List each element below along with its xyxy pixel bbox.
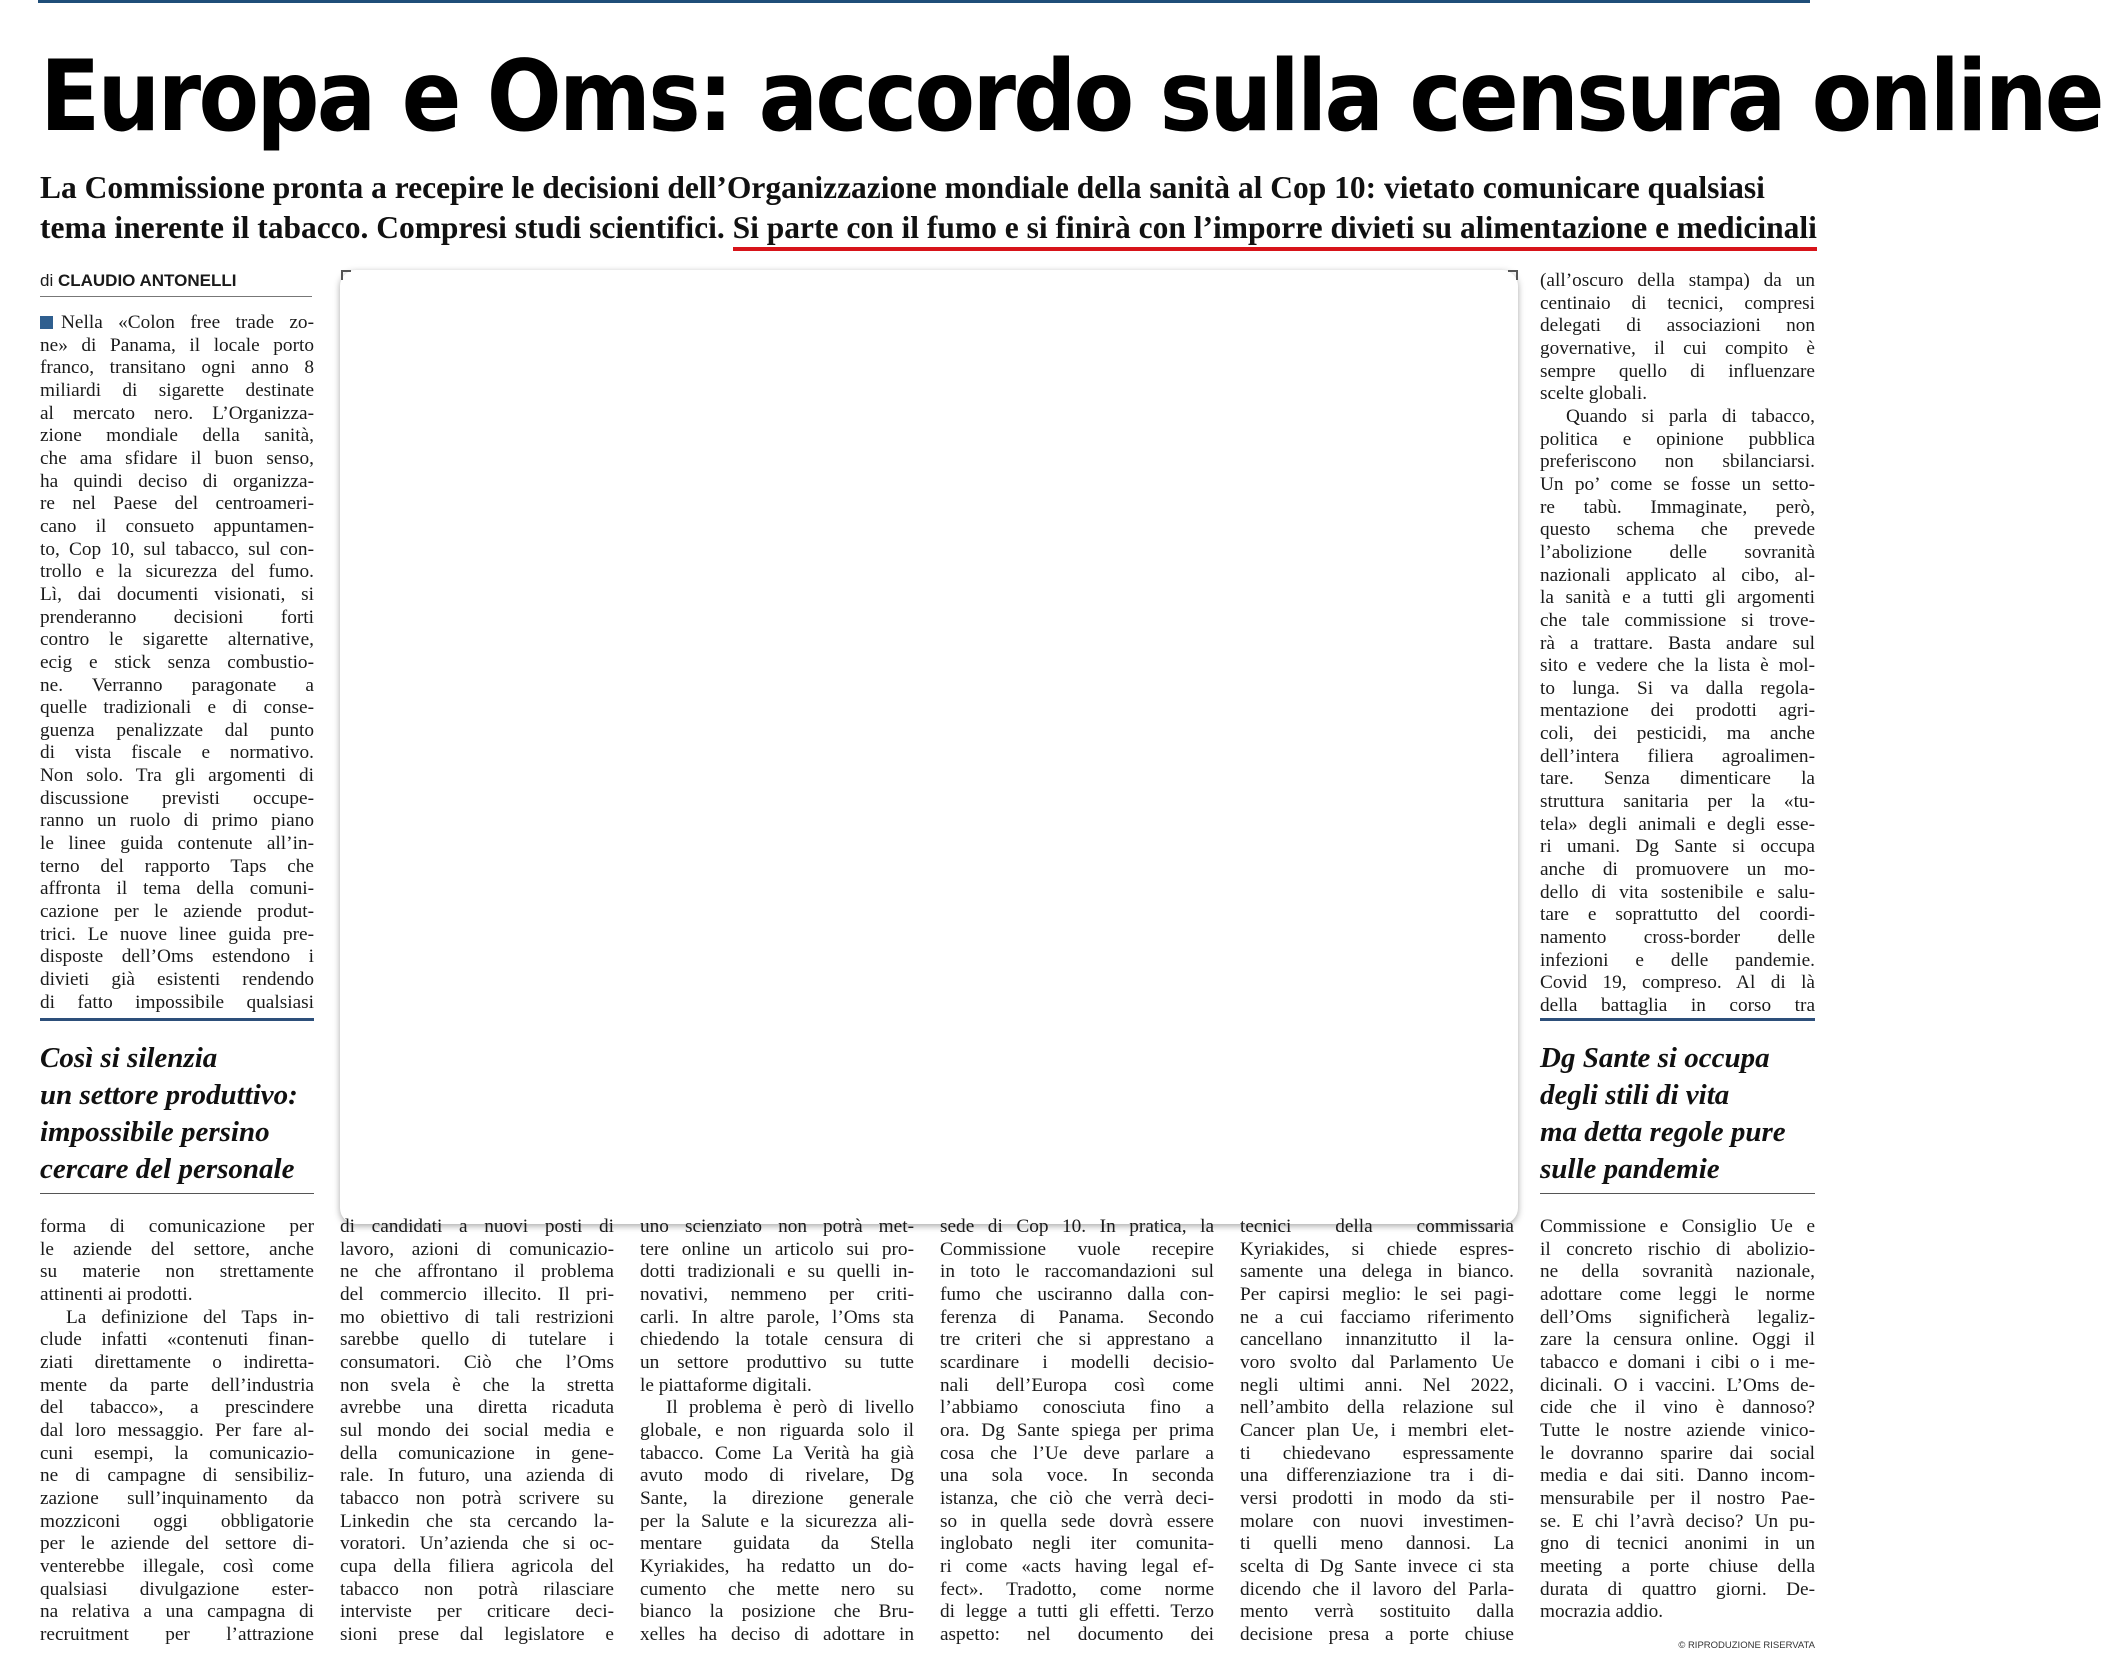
text-line: le piattaforme digitali. [640,1374,812,1396]
subhead-line-2-start: tema inerente il tabacco. Compresi studi scientifici. [40,210,725,245]
text-line: globale, e non riguarda solo il [640,1419,914,1441]
text-line: inglobato negli iter comunita- [940,1533,1214,1555]
column-1-top [40,312,314,1014]
pullquote-line: degli stili di vita [1540,1079,1730,1111]
text-line: Un po’ come se fosse un setto- [1540,473,1815,495]
text-line: tela» degli animali e degli esse- [1540,813,1815,835]
text-line: cano il consueto appuntamen- [40,515,314,537]
pullquote-right-rule-top [1540,1018,1815,1021]
text-line: disposte dell’Oms estendono i [40,946,314,968]
text-line: cosa che l’Ue deve parlare a [940,1442,1214,1464]
text-line: istanza, che ciò che verrà deci- [940,1487,1214,1509]
text-line: tabacco non potrà rilasciare [340,1578,614,1600]
text-line: tecnici della commissaria [1240,1216,1514,1237]
text-line: tare. Senza dimenticare la [1540,768,1815,790]
text-line: negli ultimi anni. Nel 2022, [1240,1374,1514,1396]
text-line: attinenti ai prodotti. [40,1283,193,1305]
text-line: della battaglia in corso tra [1540,995,1815,1016]
text-line: coli, dei pesticidi, ma anche [1540,723,1815,745]
text-line: consumatori. Ciò che l’Oms [340,1351,614,1373]
column-2 [340,1216,614,1646]
text-line: dello di vita sostenibile e salu- [1540,881,1815,903]
text-line: Tutte le nostre aziende vinico- [1540,1419,1815,1441]
pullquote-line: ma detta regole pure [1540,1116,1786,1148]
text-line: di legge a tutti gli effetti. Terzo [940,1601,1214,1623]
text-line: dotti tradizionali e su quelli in- [640,1261,914,1283]
text-line: dal loro messaggio. Per fare al- [40,1419,314,1441]
text-line: l’abbiamo conosciuta fino a [940,1397,1214,1419]
pullquote-line: impossibile persino [40,1116,270,1148]
text-line: di candidati a nuovi posti di [340,1216,614,1237]
text-line: infezioni e delle pandemie. [1540,949,1815,971]
text-line: politica e opinione pubblica [1540,428,1815,450]
text-line: tere online un articolo sui pro- [640,1238,914,1260]
text-line: venterebbe illegale, così come [40,1555,314,1577]
text-line: mento verrà sostituito dalla [1240,1601,1514,1623]
text-line: della comunicazione in gene- [340,1442,614,1464]
text-line: per le aziende del settore di- [40,1533,314,1555]
text-line: sioni prese dal legislatore e [340,1623,614,1645]
text-line: dell’Oms significherà legaliz- [1540,1306,1815,1328]
column-1-bottom [40,1216,314,1646]
text-line: tabacco. Come La Verità ha già [640,1442,914,1464]
text-line: centinaio di tecnici, compresi [1540,292,1815,314]
text-line: to lunga. Si va dalla regola- [1540,677,1815,699]
image-corner-mark-left [341,270,351,280]
text-line: le linee guida contenute all’in- [40,833,314,855]
text-line: Sante, la direzione generale [640,1487,914,1509]
text-line: Quando si parla di tabacco, [1566,405,1815,427]
text-line: cuni esempi, la comunicazio- [40,1442,314,1464]
text-line: clude infatti «contenuti finan- [40,1329,314,1351]
text-line: durata di quattro giorni. De- [1540,1578,1815,1600]
text-line: ecig e stick senza combustio- [40,651,314,673]
text-line: cumento che mette nero su [640,1578,914,1600]
text-line: il concreto rischio di abolizio- [1540,1238,1815,1260]
text-line: l’abolizione delle sovranità [1540,541,1815,563]
text-line: non svela è che la stretta [340,1374,614,1396]
text-line: ne della sovranità nazionale, [1540,1261,1815,1283]
pullquote-right-rule-bottom [1540,1193,1815,1194]
text-line: tre criteri che si apprestano a [940,1329,1214,1351]
text-line: quelle tradizionali e di conse- [40,697,314,719]
text-line: (all’oscuro della stampa) da un [1540,270,1815,291]
text-line: sarebbe quello di tutelare i [340,1329,614,1351]
text-line: media e dai siti. Danno incom- [1540,1465,1815,1487]
pullquote-left [40,1040,330,1188]
copyright-notice: © RIPRODUZIONE RISERVATA [1678,1640,1815,1651]
text-line: mo obiettivo di tali restrizioni [340,1306,614,1328]
text-line: zare la censura online. Oggi il [1540,1329,1815,1351]
text-line: chiedendo la totale censura di [640,1329,914,1351]
text-line: governative, il cui compito è [1540,337,1815,359]
text-line: ti quelli meno dannosi. La [1240,1533,1514,1555]
text-line: nali dell’Europa così come [940,1374,1214,1396]
text-line: ne» di Panama, il locale porto [40,334,314,356]
text-line: trollo e la sicurezza del fumo. [40,561,314,583]
text-line: samente una delega in bianco. [1240,1261,1514,1283]
text-line: prenderanno decisioni forti [40,606,314,628]
text-line: contro le sigarette alternative, [40,629,314,651]
pullquote-right [1540,1040,1830,1188]
text-line: uno scienziato non potrà met- [640,1216,914,1237]
text-line: mentazione dei prodotti agri- [1540,700,1815,722]
text-line: ha quindi deciso di organizza- [40,470,314,492]
text-line: nazionali applicato al cibo, al- [1540,564,1815,586]
text-line: divieti già esistenti rendendo [40,969,314,991]
text-line: terno del rapporto Taps che [40,855,314,877]
text-line: voratori. Un’azienda che si oc- [340,1533,614,1555]
byline-prefix: di [40,271,54,290]
text-line: ri umani. Dg Sante si occupa [1540,836,1815,858]
text-line: Il problema è però di livello [666,1397,914,1419]
text-line: bianco la posizione che Bru- [640,1601,914,1623]
text-line: affronta il tema della comuni- [40,878,314,900]
text-line: dicinali. O i vaccini. L’Oms de- [1540,1374,1815,1396]
pullquote-left-rule-bottom [40,1193,314,1194]
text-line: scelta di Dg Sante invece ci sta [1240,1555,1514,1577]
text-line: guenza penalizzate dal punto [40,719,314,741]
subhead-line-2 [40,208,1815,248]
text-line: rà a trattare. Basta andare sul [1540,632,1815,654]
text-line: gno di tecnici anonimi in un [1540,1533,1815,1555]
text-line: novativi, nemmeno per criti- [640,1283,914,1305]
text-line: so in quella sede dovrà essere [940,1510,1214,1532]
pullquote-left-rule-top [40,1018,314,1021]
text-line: ri come «acts having legal ef- [940,1555,1214,1577]
text-line: re tabù. Immaginate, però, [1540,496,1815,518]
text-line: meeting a porte chiuse della [1540,1555,1815,1577]
text-line: sul mondo dei social media e [340,1419,614,1441]
text-line: Non solo. Tra gli argomenti di [40,765,314,787]
text-line: che tale commissione si trove- [1540,609,1815,631]
text-line: cupa della filiera agricola del [340,1555,614,1577]
byline-author: CLAUDIO ANTONELLI [57,271,237,290]
text-line: mente da parte dell’industria [40,1374,314,1396]
text-line: su materie non strettamente [40,1261,314,1283]
column-6-top [1540,270,1815,1018]
column-6-bottom [1540,1216,1815,1624]
text-line: Kyriakides, ha redatto un do- [640,1555,914,1577]
text-line: ora. Dg Sante spiega per prima [940,1419,1214,1441]
text-line: che ama sfidare il buon senso, [40,447,314,469]
text-line: ne che affrontano il problema [340,1261,614,1283]
text-line: tabacco e domani i cibi o i me- [1540,1351,1815,1373]
text-line: Kyriakides, si chiede espres- [1240,1238,1514,1260]
text-line: lavoro, azioni di comunicazio- [340,1238,614,1260]
text-line: zazione sull’inquinamento da [40,1487,314,1509]
text-line: ne. Verranno paragonate a [40,674,314,696]
text-line: discussione previsti occupe- [40,787,314,809]
text-line: miliardi di sigarette destinate [40,379,314,401]
text-line: decisione presa a porte chiuse [1240,1623,1514,1645]
text-line: trici. Le nuove linee guida pre- [40,923,314,945]
text-line: del commercio illecito. Il pri- [340,1283,614,1305]
text-line: re nel Paese del centroameri- [40,493,314,515]
text-line: le aziende del settore, anche [40,1238,314,1260]
text-line: ferenza di Panama. Secondo [940,1306,1214,1328]
pullquote-line: Dg Sante si occupa [1540,1042,1770,1074]
text-line: tare e soprattutto del coordi- [1540,904,1815,926]
text-line: le dovranno sparire dai social [1540,1442,1815,1464]
text-line: anche di promuovere un mo- [1540,859,1815,881]
text-line: voro svolto dal Parlamento Ue [1240,1351,1514,1373]
headline: Europa e Oms: accordo sulla censura online [40,40,2102,154]
text-line: del tabacco», a prescindere [40,1397,314,1419]
text-line: cide che il vino è dannoso? [1540,1397,1815,1419]
text-line: ranno un ruolo di primo piano [40,810,314,832]
text-line: dell’intera filiera agroalimen- [1540,745,1815,767]
text-line: avuto modo di rivelare, Dg [640,1465,914,1487]
text-line: fumo che usciranno dalla con- [940,1283,1214,1305]
text-line: per la Salute e la sicurezza ali- [640,1510,914,1532]
pullquote-line: cercare del personale [40,1153,295,1185]
subhead-underlined-text: Si parte con il fumo e si finirà con l’imporre divieti su alimentazione e medicinali [733,210,1817,251]
text-line: una sola voce. In seconda [940,1465,1214,1487]
text-line: Linkedin che sta cercando la- [340,1510,614,1532]
subhead-line-1: La Commissione pronta a recepire le decisioni dell’Organizzazione mondiale della sanità al Cop 10: vietato comunicare qualsiasi [40,170,1765,205]
top-rule [38,0,1810,3]
text-line: recruitment per l’attrazione [40,1623,314,1645]
text-line: sito e vedere che la lista è mol- [1540,655,1815,677]
text-line: delegati di associazioni non [1540,315,1815,337]
text-line: interviste per criticare deci- [340,1601,614,1623]
column-4 [940,1216,1214,1646]
text-line: La definizione del Taps in- [66,1306,314,1328]
text-line: scardinare i modelli decisio- [940,1351,1214,1373]
text-line: preferiscono non sbilanciarsi. [1540,451,1815,473]
text-line: Lì, dai documenti visionati, si [40,583,314,605]
text-line: questo schema che prevede [1540,519,1815,541]
text-line: se. E chi l’avrà deciso? Un pu- [1540,1510,1815,1532]
text-line: sede di Cop 10. In pratica, la [940,1216,1214,1237]
lead-square-icon [40,316,53,329]
text-line: una differenziazione tra i di- [1240,1465,1514,1487]
text-line: fect». Tradotto, come norme [940,1578,1214,1600]
text-line: qualsiasi divulgazione ester- [40,1578,314,1600]
text-line: ne a cui facciamo riferimento [1240,1306,1514,1328]
text-line: Commissione vuole recepire [940,1238,1214,1260]
text-line: mensurabile per il nostro Pae- [1540,1487,1815,1509]
text-line: tabacco non potrà scrivere su [340,1487,614,1509]
text-line: Commissione e Consiglio Ue e [1540,1216,1815,1237]
text-line: sempre quello di influenzare [1540,360,1815,382]
text-line: Cancer plan Ue, i membri elet- [1240,1419,1514,1441]
text-line: al mercato nero. L’Organizza- [40,402,314,424]
text-line: carli. In altre parole, l’Oms sta [640,1306,914,1328]
text-line: dicendo che il lavoro del Parla- [1240,1578,1514,1600]
text-line: Covid 19, compreso. Al di là [1540,972,1815,994]
byline [40,268,312,297]
text-line: Per capirsi meglio: le sei pagi- [1240,1283,1514,1305]
text-line: xelles ha deciso di adottare in [640,1623,914,1645]
text-line: avrebbe una diretta ricaduta [340,1397,614,1419]
text-line: mozziconi oggi obbligatorie [40,1510,314,1532]
text-line: to, Cop 10, sul tabacco, sul con- [40,538,314,560]
text-line: un settore produttivo su tutte [640,1351,914,1373]
text-line: ne di campagne di sensibiliz- [40,1465,314,1487]
image-placeholder-frame [340,270,1518,1224]
text-line: ziati direttamente o indiretta- [40,1351,314,1373]
text-line: ti chiedevano espressamente [1240,1442,1514,1464]
text-line: zione mondiale della sanità, [40,425,314,447]
text-line: franco, transitano ogni anno 8 [40,357,314,379]
text-line: versi prodotti in modo da sti- [1240,1487,1514,1509]
text-line: di vista fiscale e normativo. [40,742,314,764]
text-line: forma di comunicazione per [40,1216,314,1237]
pullquote-line: un settore produttivo: [40,1079,298,1111]
text-line: na relativa a una campagna di [40,1601,314,1623]
text-line: nell’ambito della relazione sul [1240,1397,1514,1419]
text-line: namento cross-border delle [1540,927,1815,949]
text-line: mentare guidata da Stella [640,1533,914,1555]
text-line: scelte globali. [1540,383,1648,405]
text-line: struttura sanitaria per la «tu- [1540,791,1815,813]
pullquote-line: Così si silenzia [40,1042,218,1074]
text-line: adottare come leggi le norme [1540,1283,1815,1305]
text-line: mocrazia addio. [1540,1601,1664,1623]
image-corner-mark-right [1508,270,1518,280]
text-line: cazione per le aziende produt- [40,901,314,923]
text-line: cancellano innanzitutto il la- [1240,1329,1514,1351]
column-5 [1240,1216,1514,1646]
column-3 [640,1216,914,1646]
text-line: aspetto: nel documento dei [940,1623,1214,1645]
pullquote-line: sulle pandemie [1540,1153,1720,1185]
text-line: molare con nuovi investimen- [1240,1510,1514,1532]
text-line: rale. In futuro, una azienda di [340,1465,614,1487]
text-line: di fatto impossibile qualsiasi [40,991,314,1013]
text-line: Nella «Colon free trade zo- [40,312,314,335]
text-line: in toto le raccomandazioni sul [940,1261,1214,1283]
text-line: la sanità e a tutti gli argomenti [1540,587,1815,609]
